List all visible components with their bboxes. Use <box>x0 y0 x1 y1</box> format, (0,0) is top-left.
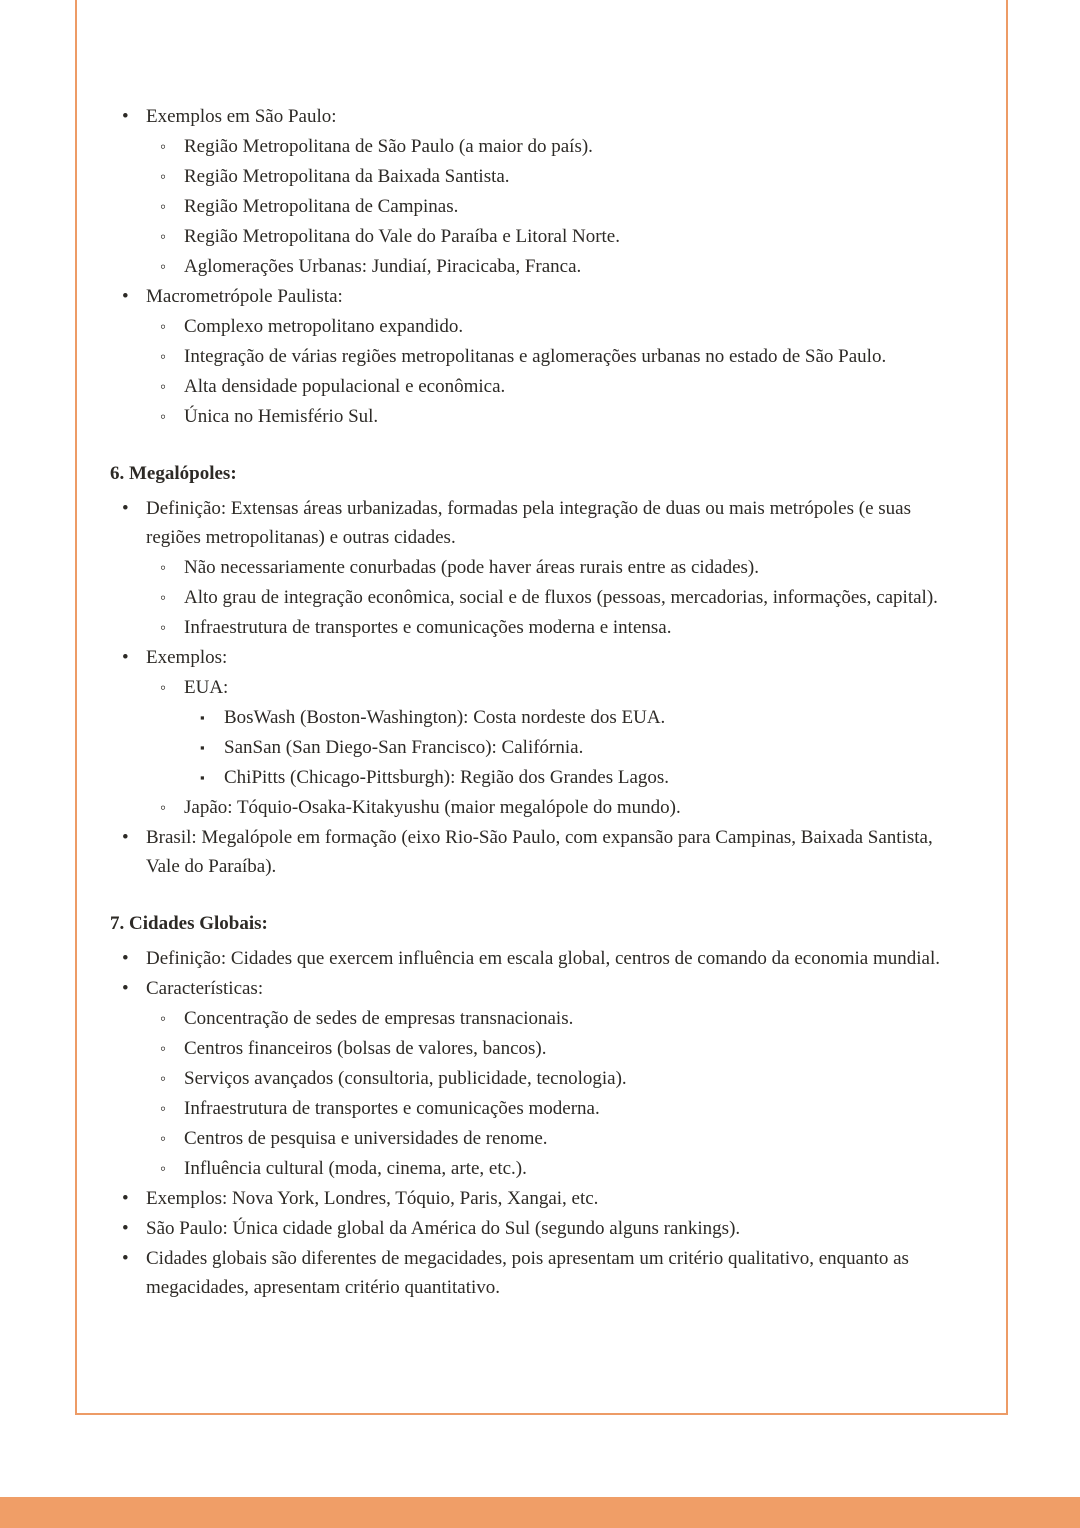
heading-text: 7. Cidades Globais: <box>110 913 268 934</box>
bullet-icon: • <box>122 948 129 969</box>
list-item-text: Exemplos: <box>146 647 228 668</box>
list-item <box>110 1004 970 1033</box>
list-item <box>110 793 970 822</box>
list-item-text: Alta densidade populacional e econômica. <box>184 376 506 397</box>
list-item <box>110 703 970 732</box>
circle-bullet-icon: ◦ <box>160 588 167 607</box>
circle-bullet-icon: ◦ <box>160 167 167 186</box>
list-item-text: Região Metropolitana da Baixada Santista. <box>184 166 510 187</box>
section-heading-cidades-globais <box>110 909 970 938</box>
list-item-text: Alto grau de integração econômica, social e de fluxos (pessoas, mercadorias, informações, capital). <box>184 587 938 608</box>
bullet-icon: • <box>122 647 129 668</box>
list-item-text: Japão: Tóquio-Osaka-Kitakyushu (maior megalópole do mundo). <box>184 797 681 818</box>
list-item <box>110 944 970 973</box>
list-item <box>110 613 970 642</box>
list-item <box>110 402 970 431</box>
list-item-text: Região Metropolitana do Vale do Paraíba e Litoral Norte. <box>184 226 620 247</box>
bullet-icon: • <box>122 827 129 848</box>
list-item <box>110 494 970 552</box>
list-item <box>110 1064 970 1093</box>
list-item-text: Serviços avançados (consultoria, publicidade, tecnologia). <box>184 1068 627 1089</box>
bullet-icon: • <box>122 286 129 307</box>
list-item <box>110 643 970 672</box>
list-item-text: Integração de várias regiões metropolitanas e aglomerações urbanas no estado de São Paulo. <box>184 346 887 367</box>
circle-bullet-icon: ◦ <box>160 798 167 817</box>
list-item <box>110 342 970 371</box>
list-item <box>110 553 970 582</box>
bullet-icon: • <box>122 498 129 519</box>
circle-bullet-icon: ◦ <box>160 678 167 697</box>
list-item <box>110 823 970 881</box>
list-item-text: Brasil: Megalópole em formação (eixo Rio-São Paulo, com expansão para Campinas, Baixada Santista, Vale do Paraíba). <box>146 827 933 877</box>
list-item <box>110 583 970 612</box>
list-item <box>110 1184 970 1213</box>
list-item-text: BosWash (Boston-Washington): Costa nordeste dos EUA. <box>224 707 666 728</box>
list-item <box>110 1124 970 1153</box>
list-item <box>110 162 970 191</box>
circle-bullet-icon: ◦ <box>160 407 167 426</box>
list-item <box>110 673 970 702</box>
circle-bullet-icon: ◦ <box>160 1159 167 1178</box>
list-item-text: São Paulo: Única cidade global da América do Sul (segundo alguns rankings). <box>146 1218 741 1239</box>
list-item <box>110 132 970 161</box>
list-item-text: Macrometrópole Paulista: <box>146 286 343 307</box>
list-item <box>110 102 970 131</box>
list-item-text: Não necessariamente conurbadas (pode haver áreas rurais entre as cidades). <box>184 557 759 578</box>
circle-bullet-icon: ◦ <box>160 1039 167 1058</box>
list-item <box>110 1034 970 1063</box>
bullet-icon: • <box>122 1188 129 1209</box>
list-item <box>110 192 970 221</box>
bullet-icon: • <box>122 1218 129 1239</box>
bullet-icon: • <box>122 106 129 127</box>
list-item-text: Concentração de sedes de empresas transnacionais. <box>184 1008 574 1029</box>
list-item <box>110 282 970 311</box>
list-item-text: Influência cultural (moda, cinema, arte, etc.). <box>184 1158 527 1179</box>
list-item <box>110 372 970 401</box>
list-item-text: Exemplos: Nova York, Londres, Tóquio, Paris, Xangai, etc. <box>146 1188 599 1209</box>
list-item-text: Características: <box>146 978 264 999</box>
circle-bullet-icon: ◦ <box>160 227 167 246</box>
section-heading-megalopoles <box>110 459 970 488</box>
list-item <box>110 1214 970 1243</box>
bullet-icon: • <box>122 978 129 999</box>
circle-bullet-icon: ◦ <box>160 257 167 276</box>
list-item-text: Aglomerações Urbanas: Jundiaí, Piracicaba, Franca. <box>184 256 582 277</box>
list-item-text: EUA: <box>184 677 229 698</box>
circle-bullet-icon: ◦ <box>160 197 167 216</box>
list-item-text: Única no Hemisfério Sul. <box>184 406 379 427</box>
list-item <box>110 252 970 281</box>
list-item-text: Complexo metropolitano expandido. <box>184 316 464 337</box>
list-item-text: SanSan (San Diego-San Francisco): Califórnia. <box>224 737 584 758</box>
list-item-text: Região Metropolitana de São Paulo (a maior do país). <box>184 136 593 157</box>
list-item <box>110 763 970 792</box>
square-bullet-icon: ▪ <box>200 710 205 725</box>
list-item <box>110 974 970 1003</box>
page-footer-bar <box>0 1497 1080 1528</box>
list-item-text: ChiPitts (Chicago-Pittsburgh): Região dos Grandes Lagos. <box>224 767 670 788</box>
circle-bullet-icon: ◦ <box>160 377 167 396</box>
circle-bullet-icon: ◦ <box>160 1129 167 1148</box>
list-item-text: Definição: Extensas áreas urbanizadas, formadas pela integração de duas ou mais metrópoles (e suas regiões metropolitanas) e outras cidades. <box>146 498 911 548</box>
circle-bullet-icon: ◦ <box>160 317 167 336</box>
list-item-text: Exemplos em São Paulo: <box>146 106 337 127</box>
square-bullet-icon: ▪ <box>200 740 205 755</box>
list-item-text: Região Metropolitana de Campinas. <box>184 196 459 217</box>
list-item <box>110 222 970 251</box>
list-item-text: Cidades globais são diferentes de megacidades, pois apresentam um critério qualitativo, enquanto as megacidades, apresentam critério quantitativo. <box>146 1248 909 1298</box>
heading-text: 6. Megalópoles: <box>110 463 237 484</box>
circle-bullet-icon: ◦ <box>160 1009 167 1028</box>
circle-bullet-icon: ◦ <box>160 1099 167 1118</box>
list-item-text: Definição: Cidades que exercem influência em escala global, centros de comando da economia mundial. <box>146 948 940 969</box>
list-item <box>110 1244 970 1302</box>
list-item <box>110 1154 970 1183</box>
notes-content <box>110 102 970 1303</box>
square-bullet-icon: ▪ <box>200 770 205 785</box>
circle-bullet-icon: ◦ <box>160 1069 167 1088</box>
circle-bullet-icon: ◦ <box>160 137 167 156</box>
circle-bullet-icon: ◦ <box>160 558 167 577</box>
list-item <box>110 733 970 762</box>
list-item-text: Centros financeiros (bolsas de valores, bancos). <box>184 1038 547 1059</box>
bullet-icon: • <box>122 1248 129 1269</box>
list-item-text: Infraestrutura de transportes e comunicações moderna. <box>184 1098 600 1119</box>
list-item <box>110 312 970 341</box>
circle-bullet-icon: ◦ <box>160 618 167 637</box>
list-item-text: Centros de pesquisa e universidades de renome. <box>184 1128 548 1149</box>
circle-bullet-icon: ◦ <box>160 347 167 366</box>
list-item <box>110 1094 970 1123</box>
list-item-text: Infraestrutura de transportes e comunicações moderna e intensa. <box>184 617 672 638</box>
